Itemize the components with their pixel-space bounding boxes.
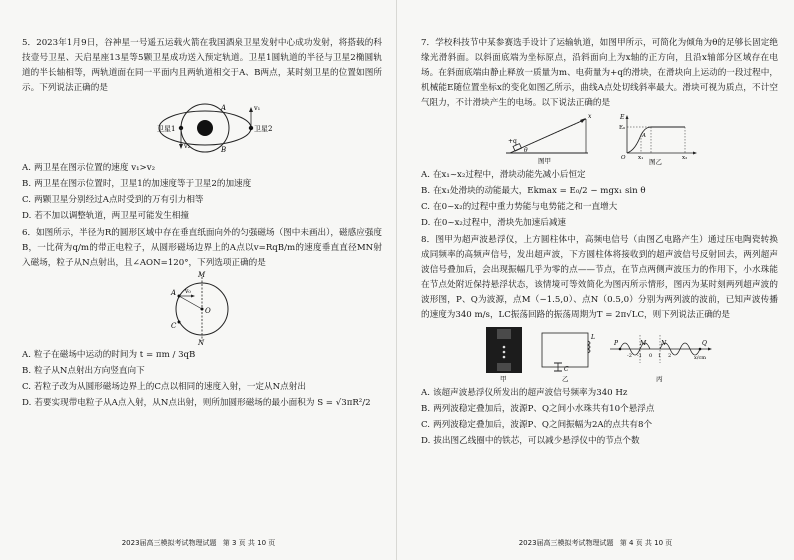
label-x-axis: x — [588, 113, 592, 120]
incline-figure — [500, 113, 595, 165]
question-6-stem: 6．如图所示，半径为R的圆形区域中存在垂直纸面向外的匀强磁场（图中未画出），磁感应强度B，一比荷为q/m的带正电粒子，从圆形磁场边界上的A点以v=RqB/m的速度垂直直径MN射入磁场，粒子从N点射出，且∠AON=120°，下列选项正确的是 — [22, 228, 382, 268]
label-x2: x₂ — [682, 155, 688, 161]
right-page-footer — [397, 538, 794, 548]
footer-page-number: 第 4 页 共 10 页 — [619, 539, 673, 547]
q5-option-b[interactable]: B. 两卫星在图示位置时，卫星1的加速度等于卫星2的加速度 — [22, 179, 252, 189]
left-page-footer — [0, 538, 397, 548]
question-5 — [22, 36, 382, 222]
label-P: P — [613, 340, 618, 347]
tick-neg1: -1 — [636, 353, 642, 359]
figure-yi-caption: 乙 — [561, 375, 568, 383]
wave-figure — [606, 325, 716, 383]
label-O: O — [205, 307, 211, 315]
question-7-options — [421, 169, 778, 229]
magnetic-field-figure — [157, 273, 247, 345]
question-5-options — [22, 162, 382, 222]
tick-0: 0 — [648, 353, 652, 359]
orbit-figure — [137, 98, 273, 158]
label-sat2: 卫星2 — [254, 125, 273, 133]
figure-jia-caption: 图甲 — [538, 157, 551, 165]
q8-option-a[interactable]: A. 该超声波悬浮仪所发出的超声波信号频率为340 Hz — [421, 388, 628, 398]
q7-option-d[interactable]: D. 在0~x₂过程中，滑块先加速后减速 — [421, 218, 567, 228]
label-theta: θ — [524, 147, 528, 154]
label-C: C — [171, 322, 177, 330]
levitator-photo-figure — [484, 325, 524, 383]
label-x1: x₁ — [638, 155, 644, 161]
tick-1: 1 — [657, 353, 661, 359]
q6-option-a[interactable]: A. 粒子在磁场中运动的时间为 t = πm / 3qB — [22, 350, 196, 360]
question-6-options — [22, 349, 382, 409]
question-7-stem: 7．学校科技节中某参赛选手设计了运输轨道，如图甲所示，可简化为倾角为θ的足够长固定绝缘光滑斜面。以斜面底端为坐标原点，沿斜面向上为x轴的正方向，且沿x轴部分区域存在电场。在斜面底端由静止释放一质量为m、电荷量为+q的滑块，在滑块向上运动的一段过程中，机械能E随位置坐标x的变化如图乙所示，曲线A点处切线斜率最大。滑块可视为质点，不计空气阻力，不计滑块产生的电场。以下说法正确的是 — [421, 38, 778, 108]
energy-graph-figure — [619, 113, 699, 165]
tick-2: 2 — [667, 353, 671, 359]
label-v1: v₁ — [254, 104, 261, 112]
q8-option-c[interactable]: C. 两列波稳定叠加后，波源P、Q之间振幅为2A的点共有8个 — [421, 420, 653, 430]
label-A: A — [221, 104, 227, 112]
label-Emax: E₀ — [619, 125, 626, 131]
q7-option-a[interactable]: A. 在x₁~x₂过程中，滑块动能先减小后恒定 — [421, 170, 586, 180]
question-6 — [22, 226, 382, 409]
label-M: M — [639, 340, 646, 347]
q6-option-d[interactable]: D. 若要实现带电粒子从A点入射，从N点出射，则所加圆形磁场的最小面积为 S = √3πR²/2 — [22, 398, 371, 408]
footer-exam-title: 2023届高三模拟考试物理试题 — [121, 539, 217, 547]
question-8 — [421, 233, 778, 447]
question-8-options — [421, 387, 778, 447]
q8-option-d[interactable]: D. 拔出图乙线圈中的铁芯，可以减少悬浮仪中的节点个数 — [421, 436, 640, 446]
q6-option-c[interactable]: C. 若粒子改为从圆形磁场边界上的C点以相同的速度入射，一定从N点射出 — [22, 382, 306, 392]
q6-option-b[interactable]: B. 粒子从N点射出方向竖直向下 — [22, 366, 145, 376]
label-q: +q — [508, 138, 517, 145]
label-N: N — [198, 339, 205, 347]
question-7-figures — [421, 113, 778, 165]
label-A: A — [171, 289, 177, 297]
footer-page-number: 第 3 页 共 10 页 — [222, 539, 276, 547]
figure-jia-caption: 甲 — [499, 375, 506, 383]
footer-exam-title: 2023届高三模拟考试物理试题 — [518, 539, 614, 547]
label-sat1: 卫星1 — [157, 125, 176, 133]
question-5-stem: 5．2023年1月9日，谷神星一号遥五运载火箭在我国酒泉卫星发射中心成功发射，将搭载的科技壹号卫星、天启星座13星等5颗卫星成功送入预定轨道。卫星1圆轨道的半径与卫星2椭圆轨道的半长轴相等，两轨道面在同一平面内且两轨道相交于A、B两点，某时刻卫星的位置如图所示。下列说法正确的是 — [22, 38, 382, 93]
label-v0: v₀ — [185, 288, 191, 295]
label-Q: Q — [701, 340, 707, 347]
label-B: B — [221, 146, 227, 154]
label-N: N — [660, 340, 666, 347]
q7-option-b[interactable]: B. 在x₁处滑块的动能最大，Ekmax = E₀/2 − mgx₁ sin θ — [421, 186, 646, 196]
q8-option-b[interactable]: B. 两列波稳定叠加后，波源P、Q之间小水珠共有10个悬浮点 — [421, 404, 655, 414]
figure-bing-caption: 丙 — [655, 375, 662, 383]
lc-circuit-figure — [534, 325, 596, 383]
tick-neg2: -2 — [626, 353, 632, 359]
right-page — [397, 0, 794, 560]
label-C: C — [563, 366, 569, 373]
q5-option-d[interactable]: D. 若不加以调整轨道，两卫星可能发生相撞 — [22, 211, 190, 221]
label-v2: v₂ — [184, 142, 191, 150]
label-E: E — [620, 114, 625, 121]
q5-option-a[interactable]: A. 两卫星在图示位置的速度 v₁>v₂ — [22, 163, 156, 173]
label-point-A: A — [642, 133, 646, 139]
q5-option-c[interactable]: C. 两颗卫星分别经过A点时受到的万有引力相等 — [22, 195, 204, 205]
question-8-stem: 8．图甲为超声波悬浮仪，上方圆柱体中，高频电信号（由图乙电路产生）通过压电陶瓷转换成同频率的高频声信号，发出超声波，下方圆柱体将接收到的超声波信号反射回去，两列超声波信号叠加后，会出现振幅几乎为零的点——节点，在节点两侧声波压力的作用下，小水珠能在节点处附近保持悬浮状态，该情境可等效简化为图丙所示情形，图丙为某时刻两列超声波的波形图，P、Q为波源，点M（−1.5,0）、点N（0.5,0）分别为两列波的波前，已知声波传播的速度为340 m/s，LC振荡回路的振荡周期为T = 2π√LC，则下列说法正确的是 — [421, 235, 778, 320]
q7-option-c[interactable]: C. 在0~x₂的过程中重力势能与电势能之和一直增大 — [421, 202, 618, 212]
figure-yi-caption: 图乙 — [649, 158, 662, 166]
label-origin: O — [621, 155, 626, 161]
question-8-figures — [421, 325, 778, 383]
label-L: L — [590, 334, 595, 341]
question-7 — [421, 36, 778, 229]
label-x-unit: x/cm — [693, 355, 706, 361]
label-M: M — [198, 271, 206, 279]
